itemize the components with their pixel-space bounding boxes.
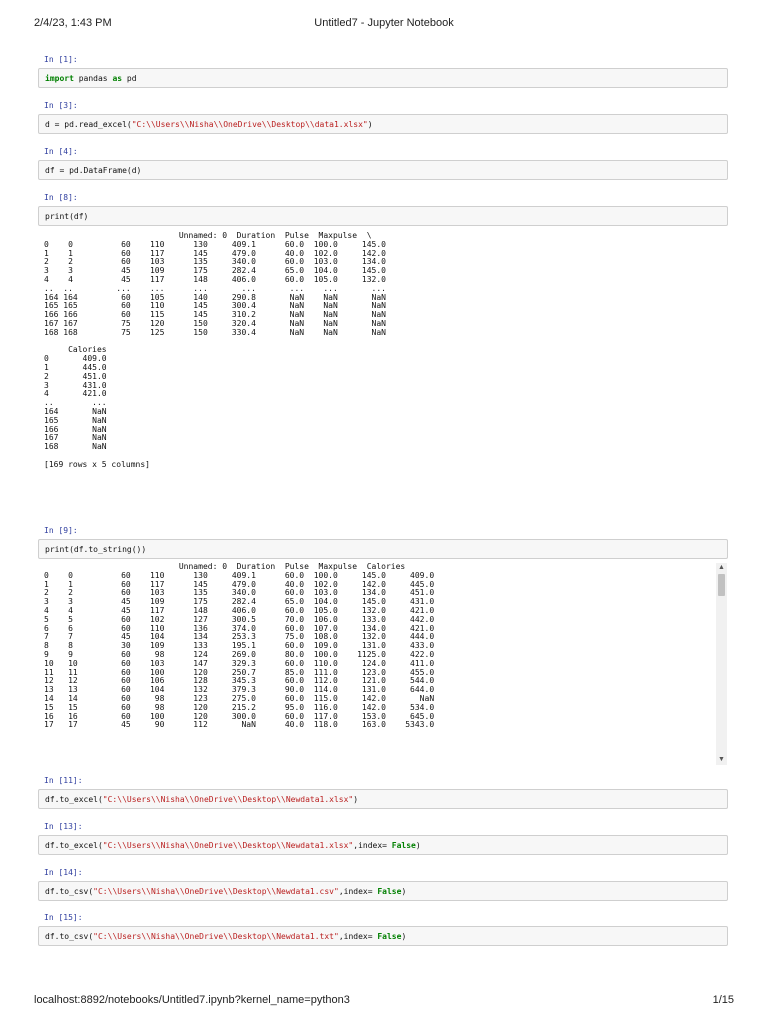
cell-prompt-11: In [11]: — [44, 776, 83, 785]
print-title: Untitled7 - Jupyter Notebook — [314, 17, 454, 29]
cell-prompt-3: In [3]: — [44, 101, 78, 110]
print-datetime: 2/4/23, 1:43 PM — [34, 17, 112, 29]
output-print-df: Unnamed: 0 Duration Pulse Maxpulse \ 0 0 60 110 130 409.1 60.0 100.0 145.0 1 1 60 117 145 479.0 40.0 102.0 142.0 2 2 60 103 135 340.0 60.0 103.0 134.0 3 3 45 109 175 282.4 65.0 104.0 145.0 4 4 45 117 148 406.0 60.0 105.0 132.0 .. .. ... ... ... ... ... ... ... 164 164 60 105 140 290.8 NaN NaN NaN 165 165 60 110 145 300.4 NaN NaN NaN 166 166 60 115 145 310.2 NaN NaN NaN 167 167 75 120 150 320.4 NaN NaN NaN 168 168 75 125 150 330.4 NaN NaN NaN Calories 0 409.0 1 445.0 2 451.0 3 431.0 4 421.0 .. ... 164 NaN 165 NaN 166 NaN 167 NaN 168 NaN [169 rows x 5 columns] — [44, 231, 386, 469]
code-line: df.to_excel( "C:\\Users\\Nisha\\OneDrive\\Desktop\\Newdata1.xlsx" ,index= False ) — [45, 840, 421, 850]
code-line: d = pd.read_excel( "C:\\Users\\Nisha\\OneDrive\\Desktop\\data1.xlsx" ) — [45, 119, 373, 129]
print-url: localhost:8892/notebooks/Untitled7.ipynb?kernel_name=python3 — [34, 994, 350, 1006]
code-cell-14[interactable] — [38, 881, 728, 901]
code-line: print(df.to_string()) — [45, 544, 147, 554]
output-scroll-area[interactable] — [44, 563, 728, 765]
code-line: import pandas as pd — [45, 73, 137, 83]
code-line: df = pd.DataFrame(d) — [45, 165, 142, 175]
cell-prompt-1: In [1]: — [44, 55, 78, 64]
code-cell-11[interactable] — [38, 789, 728, 809]
code-line: df.to_csv( "C:\\Users\\Nisha\\OneDrive\\Desktop\\Newdata1.txt" ,index= False ) — [45, 931, 407, 941]
scrollbar-thumb[interactable] — [718, 574, 725, 596]
cell-prompt-13: In [13]: — [44, 822, 83, 831]
scroll-down-icon[interactable]: ▼ — [718, 756, 725, 763]
cell-prompt-15: In [15]: — [44, 913, 83, 922]
output-to-string: Unnamed: 0 Duration Pulse Maxpulse Calories 0 0 60 110 130 409.1 60.0 100.0 145.0 409.0 1 1 60 117 145 479.0 40.0 102.0 142.0 445.0 2 2 60 103 135 340.0 60.0 103.0 134.0 451.0 3 3 45 109 175 282.4 65.0 104.0 145.0 431.0 4 4 45 117 148 406.0 60.0 105.0 132.0 421.0 5 5 60 102 127 300.5 70.0 106.0 133.0 442.0 6 6 60 110 136 374.0 60.0 107.0 134.0 421.0 7 7 45 104 134 253.3 75.0 108.0 132.0 444.0 8 8 30 109 133 195.1 60.0 109.0 131.0 433.0 9 9 60 98 124 269.0 80.0 100.0 1125.0 422.0 10 10 60 103 147 329.3 60.0 110.0 124.0 411.0 11 11 60 100 120 250.7 85.0 111.0 123.0 455.0 12 12 60 106 128 345.3 60.0 112.0 121.0 544.0 13 13 60 104 132 379.3 90.0 114.0 131.0 644.0 14 14 60 98 123 275.0 60.0 115.0 142.0 NaN 15 15 60 98 120 215.2 95.0 116.0 142.0 534.0 16 16 60 100 120 300.0 60.0 117.0 153.0 645.0 17 17 45 90 112 NaN 40.0 118.0 163.0 5343.0 — [44, 563, 435, 730]
code-cell-15[interactable] — [38, 926, 728, 946]
code-line: df.to_csv( "C:\\Users\\Nisha\\OneDrive\\Desktop\\Newdata1.csv" ,index= False ) — [45, 886, 407, 896]
cell-prompt-8: In [8]: — [44, 193, 78, 202]
cell-prompt-4: In [4]: — [44, 147, 78, 156]
scroll-up-icon[interactable]: ▲ — [718, 564, 725, 571]
code-cell-4[interactable] — [38, 160, 728, 180]
code-cell-13[interactable] — [38, 835, 728, 855]
code-line: print(df) — [45, 211, 89, 221]
page-number: 1/15 — [712, 994, 734, 1006]
code-line: df.to_excel( "C:\\Users\\Nisha\\OneDrive\\Desktop\\Newdata1.xlsx" ) — [45, 794, 359, 804]
code-cell-3[interactable] — [38, 114, 728, 134]
code-cell-9[interactable] — [38, 539, 728, 559]
cell-prompt-14: In [14]: — [44, 868, 83, 877]
code-cell-8[interactable] — [38, 206, 728, 226]
output-scrollbar[interactable] — [716, 563, 727, 765]
code-cell-1[interactable] — [38, 68, 728, 88]
cell-prompt-9: In [9]: — [44, 526, 78, 535]
